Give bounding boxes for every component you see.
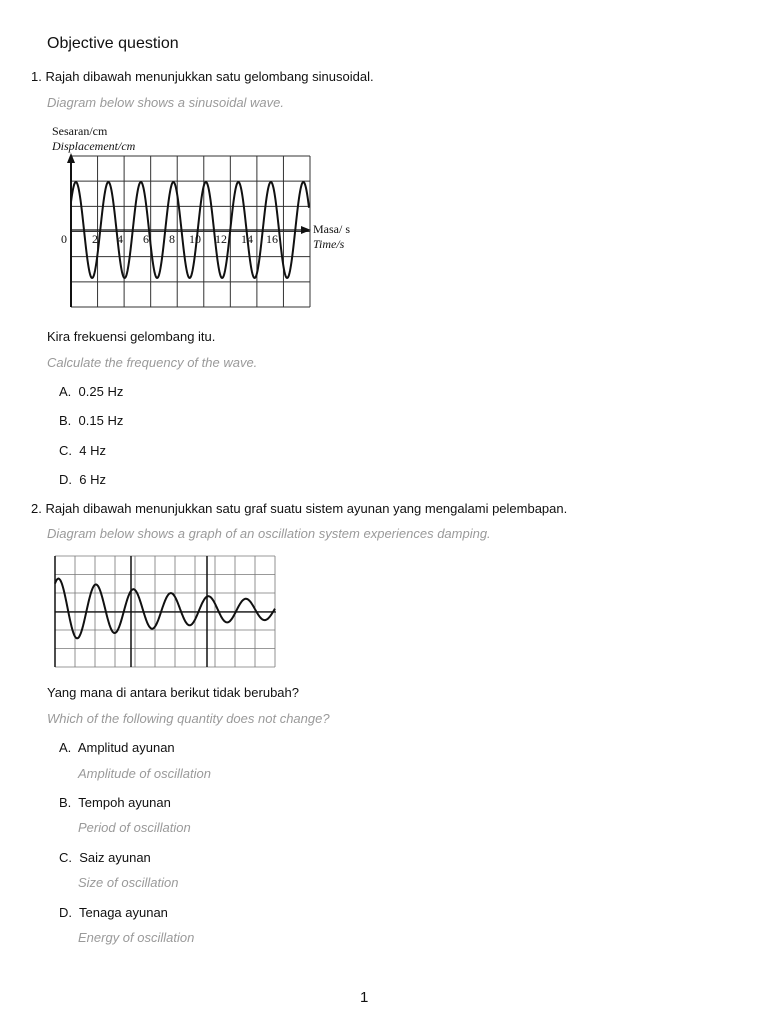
option-text: 4 Hz — [79, 443, 106, 458]
option-letter: B. — [59, 795, 72, 810]
option-letter: D. — [59, 472, 72, 487]
option-text: Amplitud ayunan — [77, 740, 175, 755]
question-2-option-d[interactable] — [59, 905, 168, 920]
x-tick-label: 12 — [215, 232, 227, 246]
option-text: 6 Hz — [79, 472, 106, 487]
option-letter: C. — [59, 850, 72, 865]
option-letter: C. — [59, 443, 72, 458]
option-text: 0.25 Hz — [78, 384, 124, 399]
option-letter: B. — [59, 413, 72, 428]
x-tick-label: 16 — [266, 232, 278, 246]
page-number: 1 — [360, 989, 369, 1006]
question-2-text: Rajah dibawah menunjukkan satu graf suatu sistem ayunan yang mengalami pelembapan. — [45, 501, 568, 516]
option-letter: A. — [59, 740, 72, 755]
question-2-option-c-en: Size of oscillation — [78, 875, 179, 890]
wave-axes — [67, 153, 311, 307]
option-text: Tenaga ayunan — [79, 905, 168, 920]
question-2-option-a-en: Amplitude of oscillation — [78, 766, 211, 781]
y-axis-arrow-icon — [67, 153, 75, 163]
question-2 — [31, 501, 567, 516]
question-2-number: 2. — [31, 501, 42, 516]
section-title: Objective question — [47, 35, 179, 52]
option-text: Saiz ayunan — [79, 850, 151, 865]
x-axis-label: Masa/ s — [313, 222, 350, 236]
question-1-text: Rajah dibawah menunjukkan satu gelombang sinusoidal. — [45, 69, 374, 84]
question-1-option-a[interactable] — [59, 384, 123, 399]
question-2-option-d-en: Energy of oscillation — [78, 930, 195, 945]
question-2-option-b-en: Period of oscillation — [78, 820, 191, 835]
y-axis-label: Sesaran/cm — [52, 124, 108, 138]
x-tick-label: 8 — [169, 232, 175, 246]
question-2-text-en: Diagram below shows a graph of an oscillation system experiences damping. — [47, 526, 491, 541]
x-tick-labels — [61, 232, 278, 246]
x-tick-label: 4 — [117, 232, 123, 246]
question-2-option-a[interactable] — [59, 740, 175, 755]
question-1-option-d[interactable] — [59, 472, 106, 487]
damped-wave-line — [55, 579, 275, 639]
x-tick-label: 10 — [189, 232, 201, 246]
option-letter: A. — [59, 384, 72, 399]
option-text: Tempoh ayunan — [78, 795, 171, 810]
x-tick-label: 2 — [92, 232, 98, 246]
x-tick-label: 0 — [61, 232, 67, 246]
question-1-option-b[interactable] — [59, 413, 123, 428]
question-2-prompt-en: Which of the following quantity does not change? — [47, 711, 330, 726]
damped-oscillation-figure — [0, 548, 290, 673]
y-axis-label-en: Displacement/cm — [52, 139, 136, 153]
damped-wave-curve — [55, 579, 275, 639]
x-axis-label-en: Time/s — [313, 237, 345, 251]
option-letter: D. — [59, 905, 72, 920]
sinusoidal-wave-figure — [0, 118, 380, 313]
question-1 — [31, 69, 374, 84]
question-1-number: 1. — [31, 69, 42, 84]
x-tick-label: 6 — [143, 232, 149, 246]
question-2-option-c[interactable] — [59, 850, 151, 865]
question-2-option-b[interactable] — [59, 795, 171, 810]
damping-axes — [55, 556, 276, 667]
option-text: 0.15 Hz — [78, 413, 124, 428]
question-1-text-en: Diagram below shows a sinusoidal wave. — [47, 95, 285, 110]
question-1-option-c[interactable] — [59, 443, 106, 458]
question-1-prompt: Kira frekuensi gelombang itu. — [47, 329, 216, 344]
x-tick-label: 14 — [241, 232, 253, 246]
question-1-prompt-en: Calculate the frequency of the wave. — [47, 355, 258, 370]
question-2-prompt: Yang mana di antara berikut tidak berubah? — [47, 685, 299, 700]
